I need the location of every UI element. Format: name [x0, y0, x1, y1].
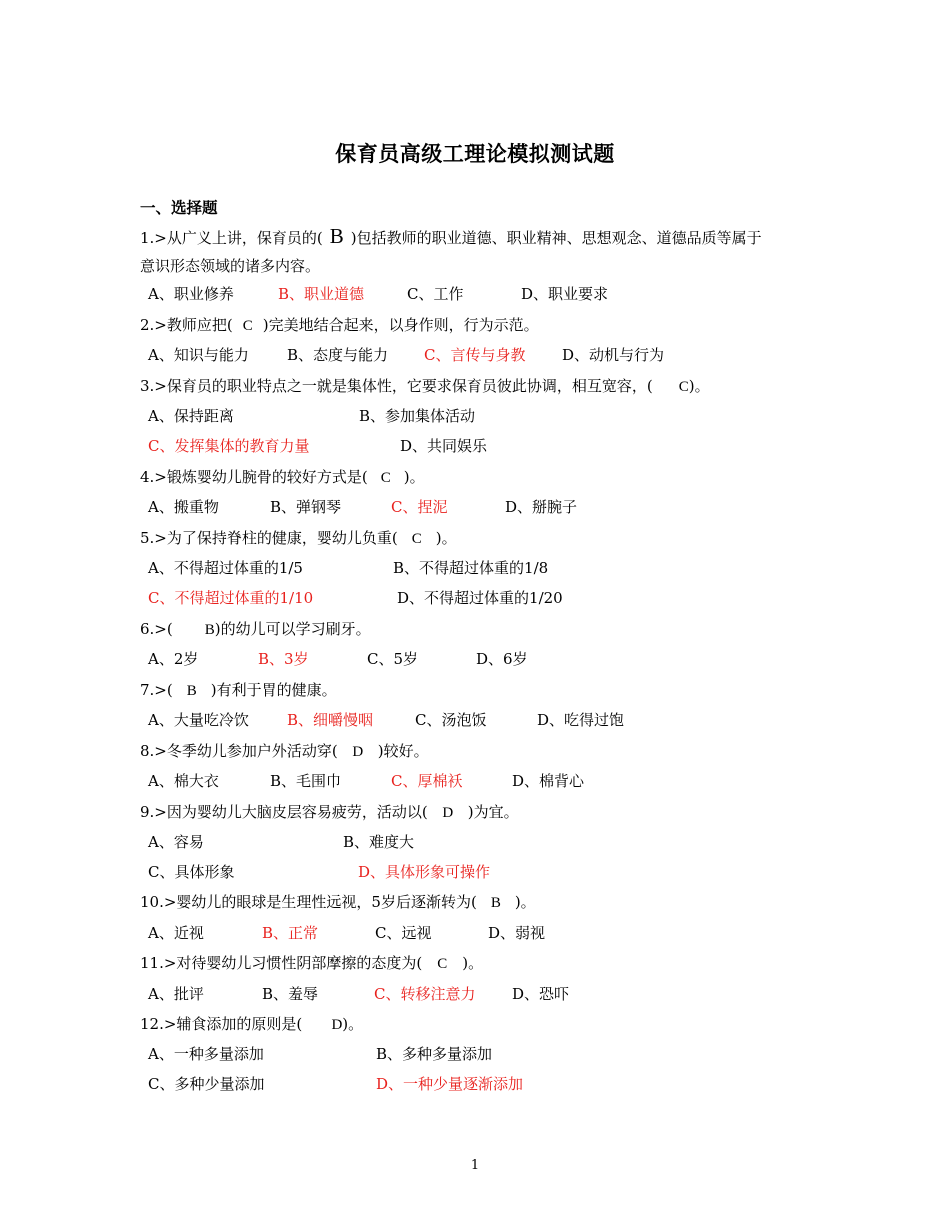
option-3d: D、共同娱乐: [400, 437, 488, 455]
page-title: 保育员高级工理论模拟测试题: [335, 141, 615, 166]
question-4: 4.>锻炼婴幼儿腕骨的较好方式是( C )。: [140, 468, 425, 486]
question-7: 7.>( B )有利于胃的健康。: [140, 681, 337, 699]
section-heading: 一、选择题: [140, 198, 218, 217]
option-3c: C、发挥集体的教育力量: [148, 437, 310, 455]
option-9c: C、具体形象: [148, 863, 235, 881]
option-12d: D、一种少量逐渐添加: [376, 1075, 524, 1093]
option-6d: D、6岁: [476, 650, 528, 668]
question-1: 1.>从广义上讲，保育员的( B )包括教师的职业道德、职业精神、思想观念、道德品质等属于: [140, 224, 762, 248]
option-8d: D、棉背心: [512, 772, 585, 790]
option-4a: A、搬重物: [148, 498, 219, 516]
question-8: 8.>冬季幼儿参加户外活动穿( D )较好。: [140, 742, 429, 760]
option-12c: C、多种少量添加: [148, 1075, 265, 1093]
question-11: 11.>对待婴幼儿习惯性阴部摩擦的态度为( C )。: [140, 954, 484, 972]
option-11d: D、恐吓: [512, 985, 570, 1003]
option-3b: B、参加集体活动: [359, 407, 476, 425]
option-5d: D、不得超过体重的1/20: [397, 589, 563, 607]
answer-8: D: [352, 744, 364, 760]
option-8b: B、毛围巾: [270, 772, 342, 790]
answer-5: C: [411, 531, 422, 547]
option-9d: D、具体形象可操作: [358, 863, 491, 881]
option-6b: B、3岁: [258, 650, 309, 668]
option-11a: A、批评: [148, 985, 204, 1003]
option-1d: D、职业要求: [521, 285, 609, 303]
question-10: 10.>婴幼儿的眼球是生理性远视，5岁后逐渐转为( B )。: [140, 893, 536, 911]
option-1c: C、工作: [407, 285, 464, 303]
option-2a: A、知识与能力: [148, 346, 249, 364]
question-1-continued: 意识形态领域的诸多内容。: [140, 257, 321, 275]
option-7a: A、大量吃冷饮: [148, 711, 249, 729]
option-7b: B、细嚼慢咽: [287, 711, 374, 729]
answer-6: B: [204, 622, 215, 638]
option-12b: B、多种多量添加: [376, 1045, 493, 1063]
answer-7: B: [186, 683, 197, 699]
option-4c: C、捏泥: [391, 498, 448, 516]
answer-1: B: [329, 224, 344, 248]
option-2d: D、动机与行为: [562, 346, 665, 364]
option-11b: B、羞辱: [262, 985, 319, 1003]
question-12: 12.>辅食添加的原则是( D)。: [140, 1015, 364, 1033]
answer-12: D: [331, 1017, 343, 1033]
question-3: 3.>保育员的职业特点之一就是集体性，它要求保育员彼此协调，相互宽容，( C)。: [140, 377, 710, 395]
option-9b: B、难度大: [343, 833, 415, 851]
option-10c: C、远视: [375, 924, 432, 942]
answer-11: C: [437, 956, 448, 972]
option-4b: B、弹钢琴: [270, 498, 342, 516]
option-5a: A、不得超过体重的1/5: [148, 559, 303, 577]
option-6c: C、5岁: [367, 650, 419, 668]
answer-10: B: [490, 895, 501, 911]
option-10b: B、正常: [262, 924, 319, 942]
question-2: 2.>教师应把( C )完美地结合起来，以身作则，行为示范。: [140, 316, 539, 334]
option-4d: D、掰腕子: [505, 498, 578, 516]
option-1a: A、职业修养: [148, 285, 234, 303]
option-7c: C、汤泡饭: [415, 711, 487, 729]
option-2c: C、言传与身教: [424, 346, 526, 364]
option-7d: D、吃得过饱: [537, 711, 625, 729]
option-6a: A、2岁: [148, 650, 199, 668]
option-10d: D、弱视: [488, 924, 546, 942]
answer-3: C: [678, 379, 689, 395]
option-1b: B、职业道德: [278, 285, 365, 303]
option-9a: A、容易: [148, 833, 204, 851]
option-12a: A、一种多量添加: [148, 1045, 264, 1063]
question-9: 9.>因为婴幼儿大脑皮层容易疲劳，活动以( D )为宜。: [140, 803, 519, 821]
option-5c: C、不得超过体重的1/10: [148, 589, 314, 607]
option-11c: C、转移注意力: [374, 985, 476, 1003]
option-8c: C、厚棉袄: [391, 772, 463, 790]
answer-2: C: [242, 318, 253, 334]
option-3a: A、保持距离: [148, 407, 234, 425]
answer-9: D: [442, 805, 454, 821]
page-number: 1: [470, 1158, 480, 1173]
option-8a: A、棉大衣: [148, 772, 219, 790]
question-6: 6.>( B)的幼儿可以学习刷牙。: [140, 620, 371, 638]
question-5: 5.>为了保持脊柱的健康，婴幼儿负重( C )。: [140, 529, 457, 547]
option-10a: A、近视: [148, 924, 204, 942]
option-5b: B、不得超过体重的1/8: [393, 559, 549, 577]
option-2b: B、态度与能力: [287, 346, 389, 364]
answer-4: C: [380, 470, 391, 486]
